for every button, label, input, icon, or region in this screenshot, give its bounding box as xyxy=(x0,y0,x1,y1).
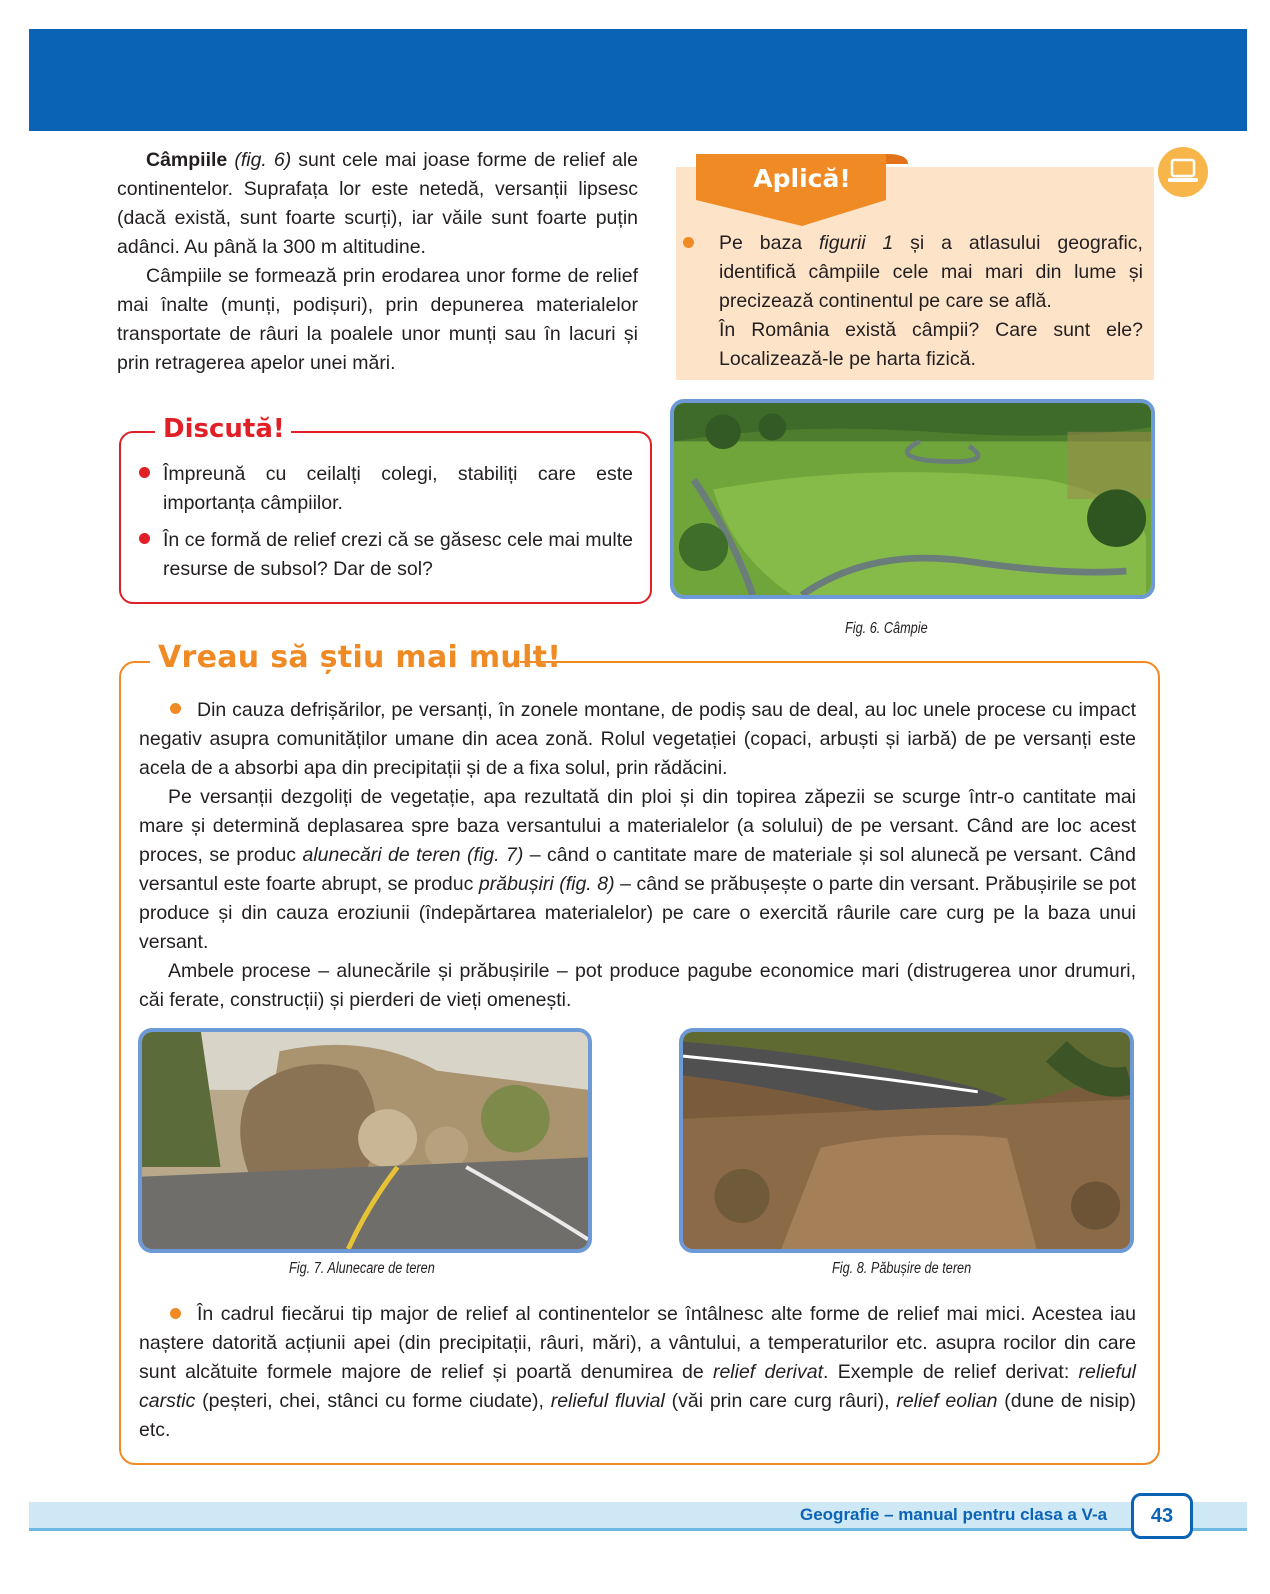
discuta-bullet-dot xyxy=(139,467,150,478)
discuta-item-2: În ce formă de relief crezi că se găsesc cele mai multe resurse de subsol? Dar de sol? xyxy=(163,529,633,580)
intro-text xyxy=(117,146,638,378)
discuta-bullet-dot xyxy=(139,533,150,544)
intro-paragraph-1: Câmpiile (fig. 6) sunt cele mai joase forme de relief ale continentelor. Suprafața lor este netedă, versanții lipsesc (dacă există, sunt foarte scurți), iar văile sunt foarte puțin adânci. Au până la 300 m altitudine. xyxy=(117,149,639,258)
header-band xyxy=(29,29,1247,131)
page-number: 43 xyxy=(1131,1493,1193,1539)
aplica-text xyxy=(719,229,1143,374)
discuta-item-1: Împreună cu ceilalți colegi, stabiliți care este importanța câmpiilor. xyxy=(163,463,633,514)
intro-paragraph-2: Câmpiile se formează prin erodarea unor forme de relief mai înalte (munți, podișuri), prin depunerea materialelor transportate de râuri la poalele unor munți sau în lacuri și prin retragerea apelor unei mări. xyxy=(117,265,638,374)
vreau-title: Vreau să știu mai mult! xyxy=(158,640,562,675)
aplica-title: Aplică! xyxy=(753,164,851,193)
fig7-caption: Fig. 7. Alunecare de teren xyxy=(289,1260,435,1277)
vreau-text-top xyxy=(139,696,1136,1015)
vreau-paragraph-4: În cadrul fiecărui tip major de relief al continentelor se întâlnesc alte forme de relief mai mici. Acestea iau naștere datorită acțiunii apei (din precipitații, râuri, mări), a vântului, a temperaturilor etc. asupra rocilor din care sunt alcătuite formele majore de relief și poartă denumirea de relief derivat. Exemple de relief derivat: relieful carstic (peșteri, chei, stânci cu forme ciudate), relieful fluvial (văi prin care curg râuri), relief eolian (dune de nisip) etc. xyxy=(139,1303,1137,1441)
vreau-text-bottom xyxy=(139,1300,1136,1445)
fig6-caption: Fig. 6. Câmpie xyxy=(845,620,928,637)
aplica-bullet-dot xyxy=(683,237,694,248)
fig6-plain-photo xyxy=(670,399,1155,599)
laptop-icon xyxy=(1158,147,1208,197)
vreau-paragraph-2: Pe versanții dezgoliți de vegetație, apa rezultată din ploi și din topirea zăpezii se scurge într-o cantitate mai mare și determină deplasarea spre baza versantului a materialelor (a solului) de pe versant. Când are loc acest proces, se produc alunecări de teren (fig. 7) – când o cantitate mare de materiale și sol alunecă pe versant. Când versantul este foarte abrupt, se produc prăbușiri (fig. 8) – când se prăbușește o parte din versant. Prăbușirile se pot produce și din cauza eroziunii (îndepărtarea materialelor) pe care o exercită râurile care curg pe la baza unui versant. xyxy=(139,786,1137,953)
vreau-paragraph-3: Ambele procese – alunecările și prăbușirile – pot produce pagube economice mari (distrugerea unor drumuri, căi ferate, construcții) și pierderi de vieți omenești. xyxy=(139,960,1136,1011)
vreau-paragraph-1: Din cauza defrișărilor, pe versanți, în zonele montane, de podiș sau de deal, au loc unele procese cu impact negativ asupra comunităților umane din acea zonă. Rolul vegetației (copaci, arbuști și iarbă) de pe versanți este acela de a absorbi apa din precipitații și de a fixa solul, prin rădăcini. xyxy=(139,699,1136,779)
aplica-line-2: În România există câmpii? Care sunt ele? Localizează-le pe harta fizică. xyxy=(719,319,1143,370)
fig8-collapse-photo xyxy=(679,1028,1134,1253)
fig8-caption: Fig. 8. Păbușire de teren xyxy=(832,1260,972,1277)
footer-book-title: Geografie – manual pentru clasa a V-a xyxy=(800,1505,1108,1524)
discuta-title: Discută! xyxy=(163,414,285,444)
fig7-landslide-photo xyxy=(138,1028,592,1253)
aplica-bullet-text: Pe baza figurii 1 și a atlasului geografic, identifică câmpiile cele mai mari din lume și precizează continentul pe care se află. xyxy=(719,232,1143,312)
